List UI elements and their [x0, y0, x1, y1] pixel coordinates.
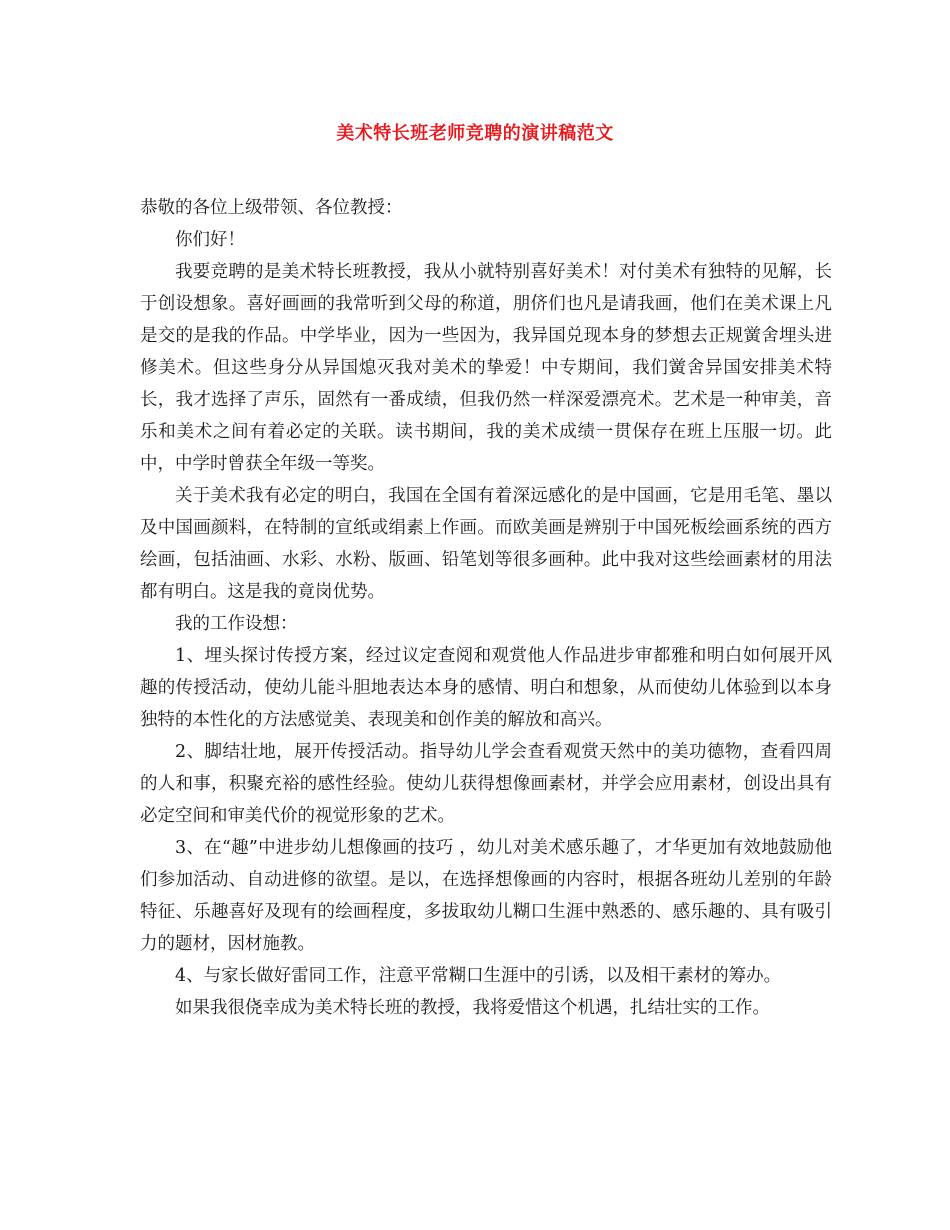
intro-paragraph: 我要竞聘的是美术特长班教授，我从小就特别喜好美术！对付美术有独特的见解，长于创设想象。喜好画画的我常听到父母的称道，朋侪们也凡是请我画，他们在美术课上凡是交的是我的作品。中学毕业，因为一些因为，我异国兑现本身的梦想去正规黉舍埋头进修美术。但这些身分从异国熄灭我对美术的挚爱！中专期间，我们黉舍异国安排美术特长，我才选择了声乐，固然有一番成绩，但我仍然一样深爱漂亮术。艺术是一种审美，音乐和美术之间有着必定的关联。读书期间，我的美术成绩一贯保存在班上压服一切。此中，中学时曾获全年级一等奖。 [140, 262, 832, 474]
understanding-paragraph: 关于美术我有必定的明白，我国在全国有着深远感化的是中国画，它是用毛笔、墨以及中国画颜料，在特制的宣纸或绢素上作画。而欧美画是辨别于中国死板绘画系统的西方绘画，包括油画、水彩、水粉、版画、铅笔划等很多画种。此中我对这些绘画素材的用法都有明白。这是我的竟岗优势。 [140, 486, 832, 602]
greeting-paragraph: 你们好！ [175, 230, 245, 250]
salutation: 恭敬的各位上级带领、各位教授： [140, 198, 403, 218]
document-body [140, 192, 832, 1024]
plan-item-2: 2、脚结壮地，展开传授活动。指导幼儿学会查看观赏天然中的美功德物，查看四周的人和事，积聚充裕的感性经验。使幼儿获得想像画素材，并学会应用素材，创设出具有必定空间和审美代价的视觉形象的艺术。 [140, 742, 832, 826]
plan-item-1: 1、埋头探讨传授方案，经过议定查阅和观赏他人作品进步审都雅和明白如何展开风趣的传授活动，使幼儿能斗胆地表达本身的感情、明白和想象，从而使幼儿体验到以本身独特的本性化的方法感觉美、表现美和创作美的解放和高兴。 [140, 646, 832, 730]
closing-paragraph: 如果我很侥幸成为美术特长班的教授，我将爱惜这个机遇，扎结壮实的工作。 [175, 998, 770, 1018]
plan-item-4: 4、与家长做好雷同工作，注意平常糊口生涯中的引诱，以及相干素材的筹办。 [175, 966, 782, 986]
work-plan-heading: 我的工作设想： [175, 614, 298, 634]
plan-item-3: 3、在“趣”中进步幼儿想像画的技巧 ，幼儿对美术感乐趣了，才华更加有效地鼓励他们参加活动、自动进修的欲望。是以，在选择想像画的内容时，根据各班幼儿差别的年龄特征、乐趣喜好及现有的绘画程度，多拔取幼儿糊口生涯中熟悉的、感乐趣的、具有吸引力的题材，因材施教。 [140, 838, 832, 954]
document-title: 美术特长班老师竞聘的演讲稿范文 [336, 123, 614, 144]
